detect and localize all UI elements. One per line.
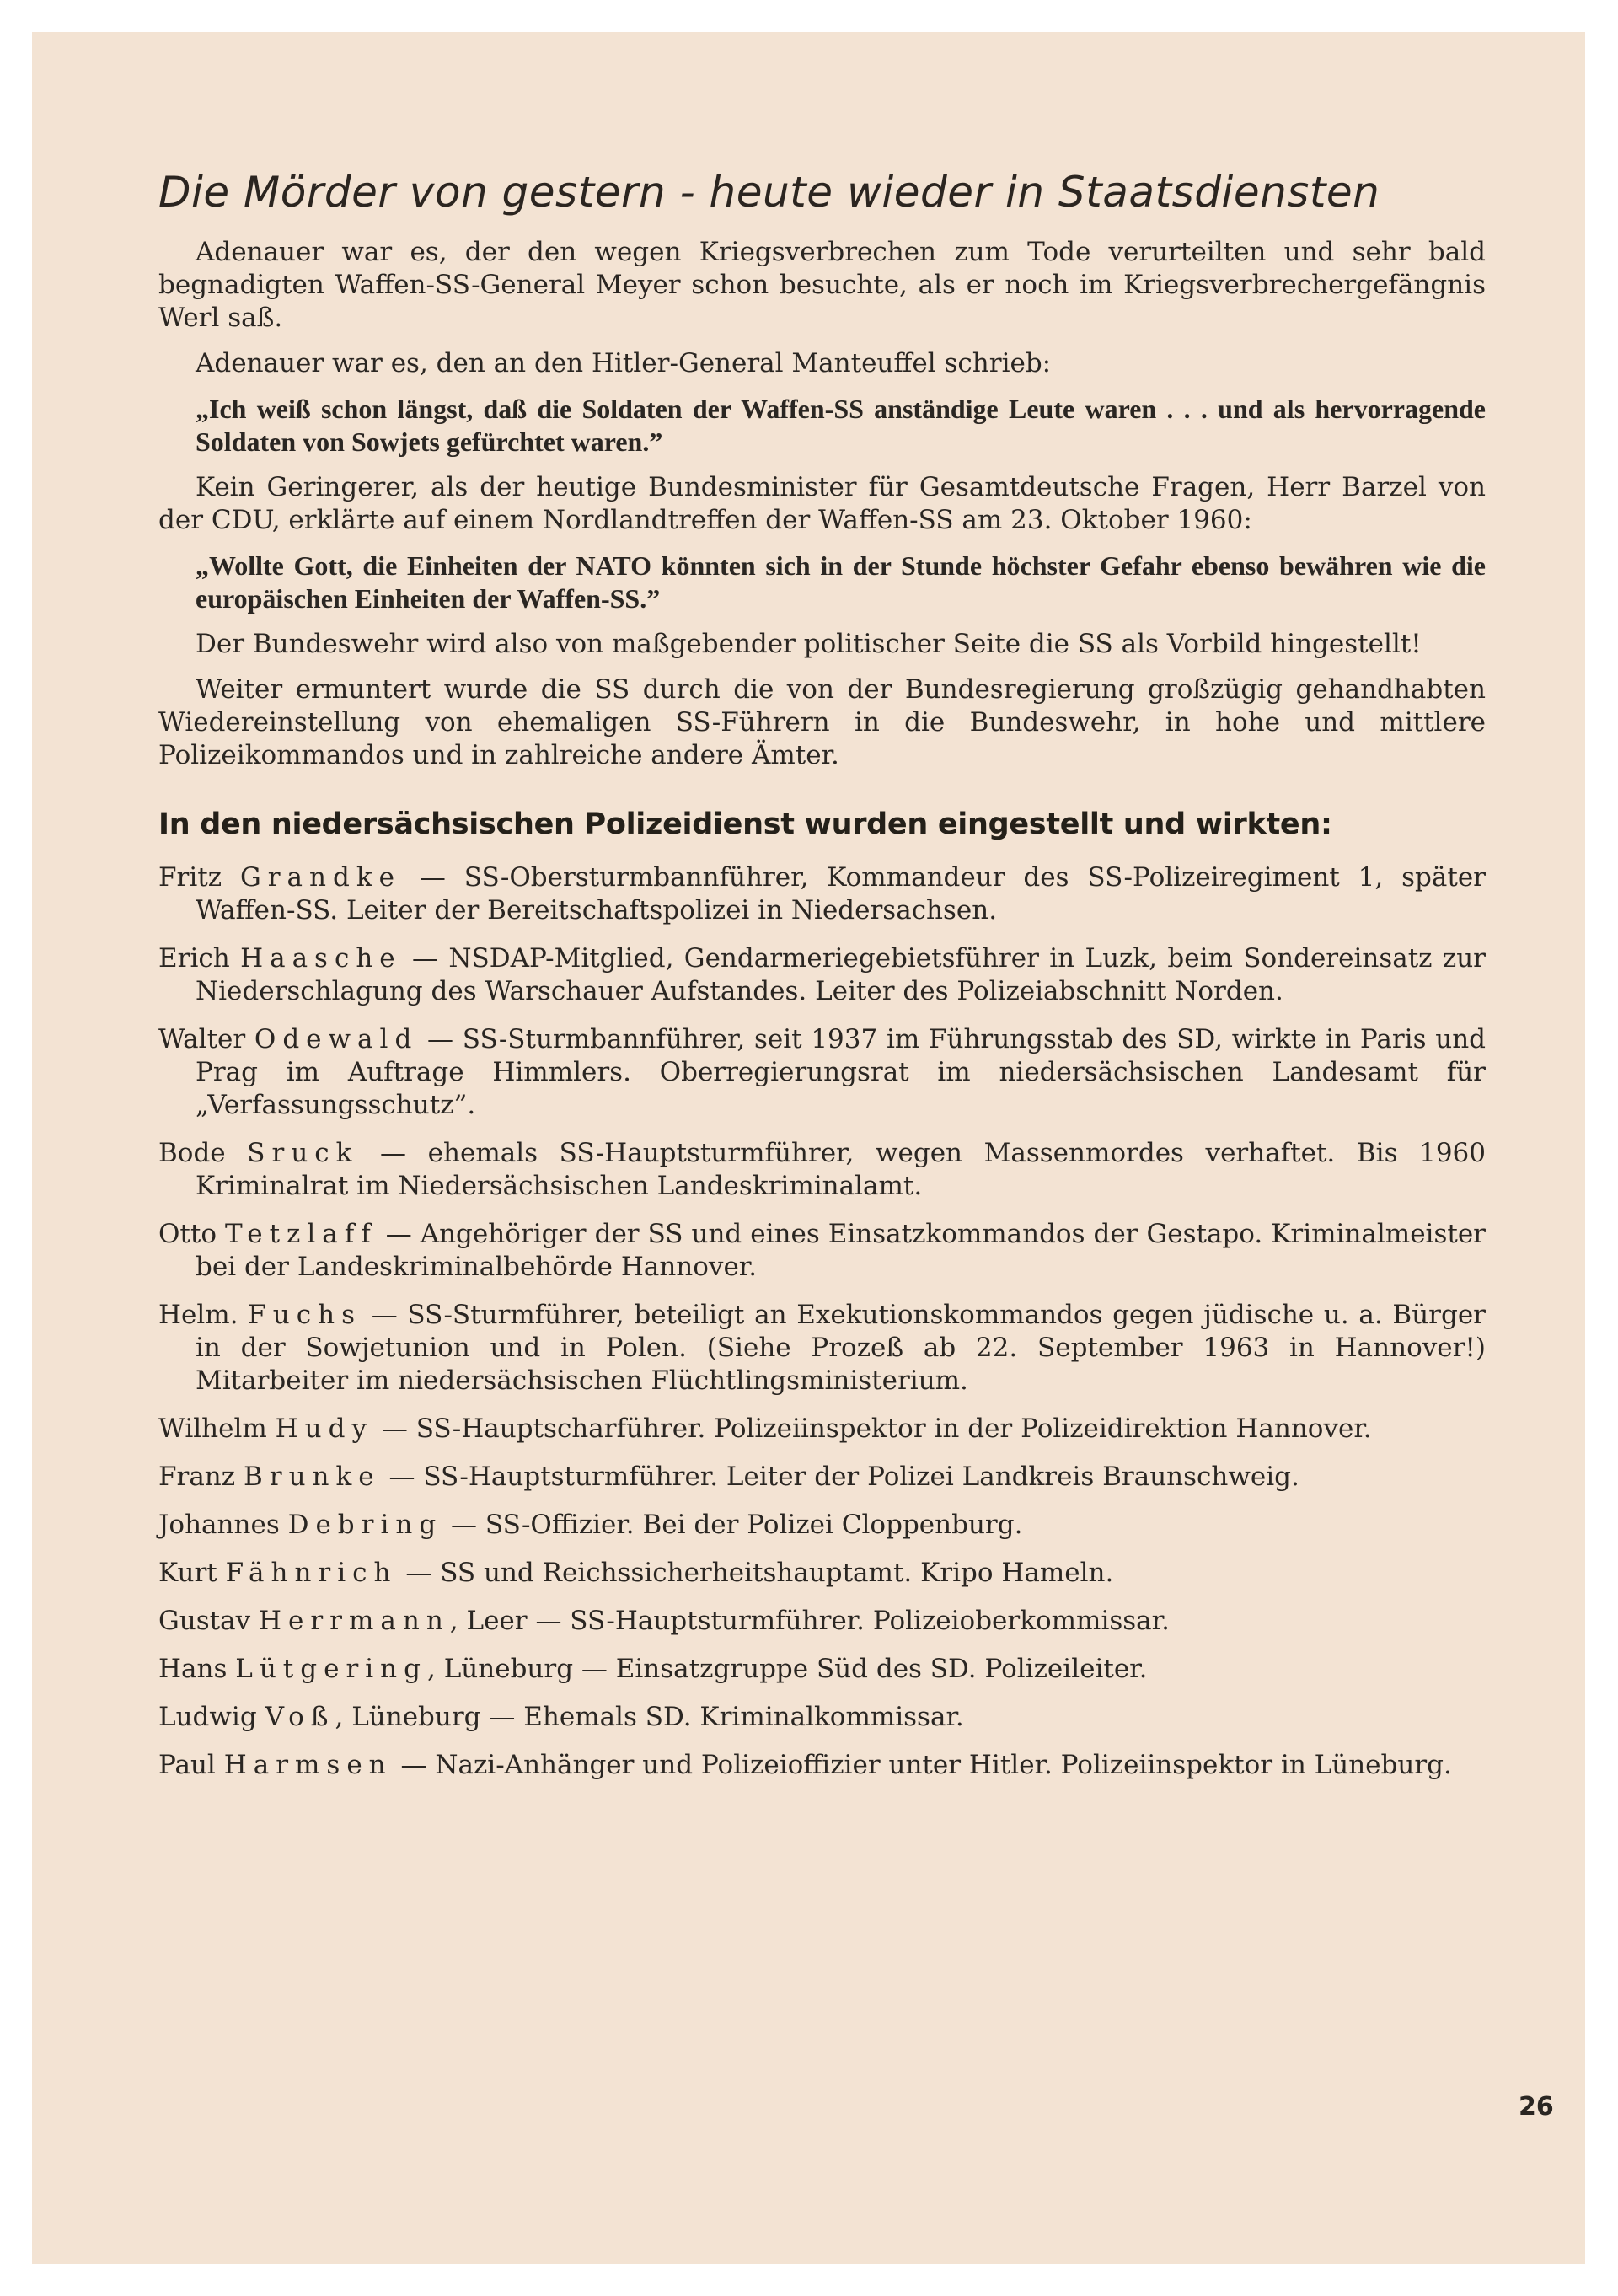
page-title: Die Mörder von gestern - heute wieder in Staatsdiensten <box>158 168 1380 217</box>
list-item <box>158 942 1486 1008</box>
entry-text: — ehemals SS-Hauptsturmführer, wegen Massenmordes verhaftet. Bis 1960 Kriminalrat im Niedersächsischen Landeskriminalamt. <box>196 1138 1487 1201</box>
entry-surname: Harmsen <box>223 1750 393 1780</box>
entry-text: — SS-Obersturmbannführer, Kommandeur des SS-Polizeiregiment 1, später Waffen-SS. Leiter der Bereitschaftspolizei in Niedersachsen. <box>196 862 1486 925</box>
entry-first-name: Paul <box>158 1750 216 1780</box>
list-item <box>158 1218 1486 1284</box>
entry-first-name: Fritz <box>158 862 222 893</box>
section-heading: In den niedersächsischen Polizeidienst wurden eingestellt und wirkten: <box>158 807 1332 841</box>
list-item <box>158 1299 1486 1397</box>
list-item <box>158 1413 1486 1446</box>
paragraph: Der Bundeswehr wird also von maßgebender politischer Seite die SS als Vorbild hingestellt! <box>196 629 1422 659</box>
entry-first-name: Walter <box>158 1024 246 1054</box>
list-item <box>158 1509 1486 1542</box>
entry-first-name: Otto <box>158 1219 217 1249</box>
entry-first-name: Franz <box>158 1462 236 1492</box>
page-number: 26 <box>1519 2092 1554 2122</box>
list-item <box>158 1749 1486 1782</box>
list-item <box>158 1653 1486 1686</box>
quote: „Wollte Gott, die Einheiten der NATO könnten sich in der Stunde höchster Gefahr ebenso bewähren wie die europäischen Einheiten der Waffen-SS.” <box>196 550 1486 614</box>
entry-first-name: Johannes <box>158 1510 280 1540</box>
paragraph: Adenauer war es, den an den Hitler-General Manteuffel schrieb: <box>196 348 1052 378</box>
paragraph: Adenauer war es, der den wegen Kriegsverbrechen zum Tode verurteilten und sehr bald begnadigten Waffen-SS-General Meyer schon besuchte, als er noch im Kriegsverbrechergefängnis Werl saß. <box>158 237 1486 333</box>
entry-first-name: Erich <box>158 943 230 974</box>
entry-text: — Nazi-Anhänger und Polizeioffizier unter Hitler. Polizeiinspektor in Lüneburg. <box>392 1750 1452 1780</box>
list-item <box>158 1701 1486 1734</box>
entry-text: , Lüneburg — Einsatzgruppe Süd des SD. Polizeileiter. <box>427 1654 1148 1684</box>
entry-text: — SS-Hauptsturmführer. Leiter der Polizei Landkreis Braunschweig. <box>380 1462 1299 1492</box>
paragraph: Kein Geringerer, als der heutige Bundesminister für Gesamtdeutsche Fragen, Herr Barzel von der CDU, erklärte auf einem Nordlandtreffen der Waffen-SS am 23. Oktober 1960: <box>158 472 1486 535</box>
entry-text: — SS-Sturmführer, beteiligt an Exekutionskommandos gegen jüdische u. a. Bürger in der Sowjetunion und in Polen. (Siehe Prozeß ab 22. September 1963 in Hannover!) Mitarbeiter im niedersächsischen Flüchtlingsministerium. <box>196 1300 1486 1396</box>
entry-surname: Fähnrich <box>225 1558 398 1588</box>
entry-first-name: Wilhelm <box>158 1414 267 1444</box>
list-item <box>158 1461 1486 1494</box>
entry-surname: Lütgering <box>235 1654 427 1684</box>
list-item <box>158 1557 1486 1590</box>
entry-surname: Debring <box>287 1510 443 1540</box>
entry-text: — SS-Sturmbannführer, seit 1937 im Führungsstab des SD, wirkte in Paris und Prag im Auftrage Himmlers. Oberregierungsrat im niedersächsischen Landesamt für „Verfassungsschutz”. <box>196 1024 1486 1120</box>
entry-first-name: Ludwig <box>158 1702 257 1732</box>
entry-first-name: Gustav <box>158 1606 251 1636</box>
entry-text: — SS und Reichssicherheitshauptamt. Kripo Hameln. <box>397 1558 1114 1588</box>
entry-surname: Sruck <box>247 1138 359 1168</box>
entry-surname: Fuchs <box>248 1300 362 1330</box>
page-sheet <box>32 32 1585 2264</box>
entry-surname: Hudy <box>275 1414 373 1444</box>
list-item <box>158 1605 1486 1638</box>
list-item <box>158 1023 1486 1122</box>
entry-first-name: Hans <box>158 1654 228 1684</box>
quote: „Ich weiß schon längst, daß die Soldaten der Waffen-SS anständige Leute waren . . . und als hervorragende Soldaten von Sowjets gefürchtet waren.” <box>196 394 1486 457</box>
entry-text: , Lüneburg — Ehemals SD. Kriminalkommissar. <box>335 1702 964 1732</box>
entry-first-name: Helm. <box>158 1300 238 1330</box>
entry-text: — Angehöriger der SS und eines Einsatzkommandos der Gestapo. Kriminalmeister bei der Landeskriminalbehörde Hannover. <box>196 1219 1486 1282</box>
entry-surname: Voß <box>265 1702 335 1732</box>
entry-surname: Herrmann <box>258 1606 450 1636</box>
entry-first-name: Kurt <box>158 1558 217 1588</box>
entry-surname: Brunke <box>243 1462 381 1492</box>
entry-surname: Haasche <box>240 943 402 974</box>
entry-text: — SS-Offizier. Bei der Polizei Cloppenburg. <box>442 1510 1023 1540</box>
paragraph: Weiter ermuntert wurde die SS durch die von der Bundesregierung großzügig gehandhabten Wiedereinstellung von ehemaligen SS-Führern in die Bundeswehr, in hohe und mittlere Polizeikommandos und in zahlreiche andere Ämter. <box>158 674 1486 770</box>
entry-surname: Tetzlaff <box>224 1219 378 1249</box>
entry-surname: Odewald <box>254 1024 419 1054</box>
entry-surname: Grandke <box>239 862 401 893</box>
entry-text: — NSDAP-Mitglied, Gendarmeriegebietsführer in Luzk, beim Sondereinsatz zur Niederschlagung des Warschauer Aufstandes. Leiter des Polizeiabschnitt Norden. <box>196 943 1486 1006</box>
list-item <box>158 1137 1486 1203</box>
entry-text: , Leer — SS-Hauptsturmführer. Polizeioberkommissar. <box>449 1606 1170 1636</box>
page-content <box>158 167 1486 1797</box>
entry-text: — SS-Hauptscharführer. Polizeiinspektor in der Polizeidirektion Hannover. <box>373 1414 1372 1444</box>
list-item <box>158 861 1486 927</box>
entry-first-name: Bode <box>158 1138 226 1168</box>
